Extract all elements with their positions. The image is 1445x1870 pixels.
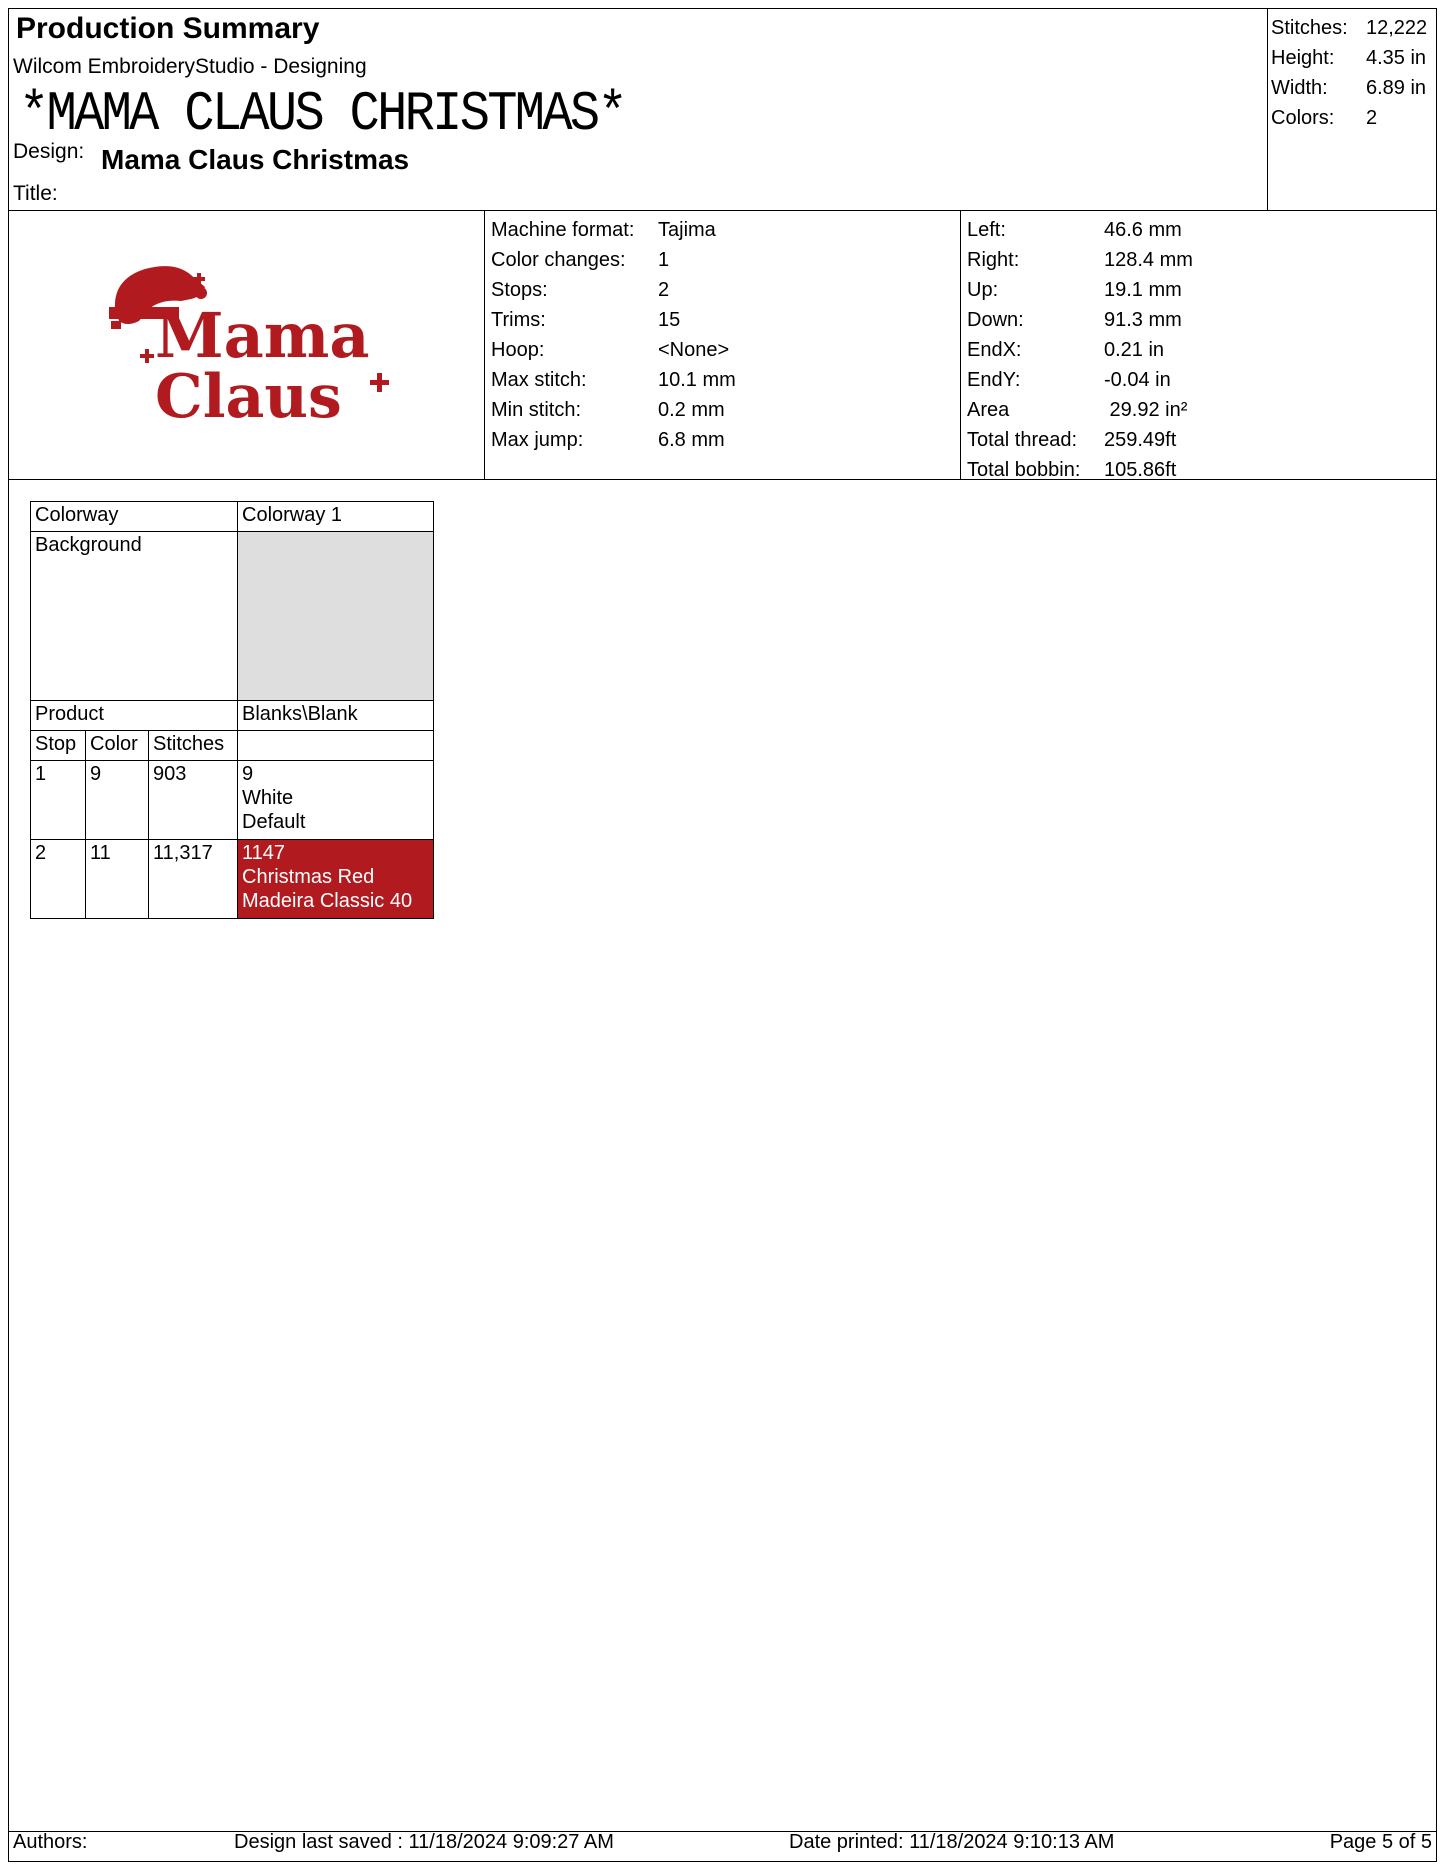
summary-value: 4.35 in — [1366, 47, 1427, 69]
design-preview-image — [109, 257, 409, 442]
summary-value: 2 — [1366, 107, 1378, 129]
machine-row — [491, 245, 736, 275]
background-label: Background — [31, 532, 238, 701]
machine-value: 6.8 mm — [658, 429, 725, 451]
preview-line-2: Claus — [155, 362, 342, 432]
machine-label: Color changes: — [491, 249, 626, 271]
machine-value: 10.1 mm — [658, 369, 736, 391]
dimension-value: 29.92 in² — [1104, 399, 1188, 421]
dimension-row — [967, 215, 1193, 245]
machine-label: Trims: — [491, 309, 546, 331]
preview-line-1: Mama — [155, 299, 370, 372]
thread-code: 1147 — [242, 842, 286, 864]
dimension-label: Up: — [967, 279, 999, 301]
summary-label: Stitches: — [1271, 17, 1348, 39]
machine-value: 0.2 mm — [658, 399, 725, 421]
machine-row — [491, 365, 736, 395]
title-label: Title: — [13, 182, 58, 205]
summary-row — [1271, 103, 1427, 133]
footer-last-saved: Design last saved : 11/18/2024 9:09:27 AM — [234, 1831, 614, 1853]
machine-label: Max jump: — [491, 429, 584, 451]
page-title: Production Summary — [16, 12, 320, 45]
column-header-thread — [238, 731, 434, 761]
column-header-stitches: Stitches — [149, 731, 238, 761]
dimension-row — [967, 335, 1193, 365]
stop-cell: 2 — [31, 840, 86, 919]
table-row — [31, 761, 434, 840]
dimension-row — [967, 245, 1193, 275]
summary-divider — [1267, 9, 1268, 210]
dimension-value: 46.6 mm — [1104, 219, 1182, 241]
design-name-large: *MAMA CLAUS CHRISTMAS* — [19, 82, 625, 146]
table-row — [31, 840, 434, 919]
dimension-label: Down: — [967, 309, 1024, 331]
summary-value: 6.89 in — [1366, 77, 1427, 99]
summary-row — [1271, 13, 1427, 43]
colorway-header-row — [31, 502, 434, 532]
dimension-value: 0.21 in — [1104, 339, 1165, 361]
column-header-row — [31, 731, 434, 761]
dimension-row — [967, 365, 1193, 395]
stop-cell: 1 — [31, 761, 86, 840]
machine-divider — [960, 210, 961, 479]
machine-label: Hoop: — [491, 339, 545, 361]
dimension-row — [967, 275, 1193, 305]
thread-code: 9 — [242, 763, 254, 785]
dimension-value: -0.04 in — [1104, 369, 1171, 391]
machine-label: Max stitch: — [491, 369, 587, 391]
production-summary-page — [8, 8, 1437, 1862]
machine-label: Min stitch: — [491, 399, 582, 421]
color-cell: 9 — [86, 761, 149, 840]
dimension-label: Total bobbin: — [967, 459, 1081, 481]
dimension-value: 128.4 mm — [1104, 249, 1193, 271]
thread-name: White — [242, 787, 294, 809]
machine-row — [491, 335, 736, 365]
background-swatch — [238, 532, 434, 701]
app-name: Wilcom EmbroideryStudio - Designing — [13, 55, 367, 78]
footer-authors: Authors: — [13, 1831, 88, 1853]
machine-row — [491, 275, 736, 305]
thread-cell — [238, 840, 434, 919]
dimension-label: Right: — [967, 249, 1020, 271]
stitches-cell: 903 — [149, 761, 238, 840]
dimension-value: 259.49ft — [1104, 429, 1177, 451]
machine-row — [491, 395, 736, 425]
summary-row — [1271, 73, 1427, 103]
product-label: Product — [31, 701, 238, 731]
footer-printed: Date printed: 11/18/2024 9:10:13 AM — [789, 1831, 1115, 1853]
dimension-value: 105.86ft — [1104, 459, 1177, 481]
dimension-label: EndY: — [967, 369, 1021, 391]
design-value: Mama Claus Christmas — [101, 144, 410, 175]
dimension-row — [967, 395, 1193, 425]
summary-stats — [1271, 13, 1427, 133]
dimension-row — [967, 305, 1193, 335]
dimension-info — [967, 215, 1193, 485]
machine-info — [491, 215, 736, 455]
machine-value: Tajima — [658, 219, 716, 241]
footer-page-number: Page 5 of 5 — [1329, 1831, 1432, 1853]
colorway-table — [30, 501, 434, 919]
column-header-color: Color — [86, 731, 149, 761]
machine-label: Stops: — [491, 279, 548, 301]
product-row — [31, 701, 434, 731]
machine-row — [491, 425, 736, 455]
thread-chart: Madeira Classic 40 — [242, 890, 413, 912]
info-divider — [9, 479, 1436, 480]
machine-value: <None> — [658, 339, 730, 361]
summary-label: Colors: — [1271, 107, 1335, 129]
machine-value: 2 — [658, 279, 670, 301]
background-row — [31, 532, 434, 701]
column-header-stop: Stop — [31, 731, 86, 761]
dimension-row — [967, 455, 1193, 485]
machine-row — [491, 215, 736, 245]
thread-cell — [238, 761, 434, 840]
colorway-label: Colorway — [31, 502, 238, 532]
machine-value: 15 — [658, 309, 681, 331]
dimension-label: Total thread: — [967, 429, 1078, 451]
preview-divider — [484, 210, 485, 479]
footer-divider — [9, 1831, 1436, 1832]
design-label: Design: — [13, 140, 85, 163]
summary-label: Height: — [1271, 47, 1335, 69]
thread-name: Christmas Red — [242, 866, 375, 888]
dimension-value: 91.3 mm — [1104, 309, 1182, 331]
summary-row — [1271, 43, 1427, 73]
dimension-value: 19.1 mm — [1104, 279, 1182, 301]
machine-value: 1 — [658, 249, 670, 271]
dimension-row — [967, 425, 1193, 455]
color-cell: 11 — [86, 840, 149, 919]
dimension-label: Left: — [967, 219, 1006, 241]
sparkle-icon — [140, 349, 154, 363]
sparkle-icon — [370, 373, 389, 392]
colorway-value: Colorway 1 — [238, 502, 434, 532]
thread-chart: Default — [242, 811, 306, 833]
stitches-cell: 11,317 — [149, 840, 238, 919]
product-value: Blanks\Blank — [238, 701, 434, 731]
header-divider — [9, 210, 1436, 211]
machine-label: Machine format: — [491, 219, 635, 241]
summary-value: 12,222 — [1366, 17, 1428, 39]
machine-row — [491, 305, 736, 335]
dimension-label: EndX: — [967, 339, 1022, 361]
dimension-label: Area — [967, 399, 1010, 421]
summary-label: Width: — [1271, 77, 1328, 99]
